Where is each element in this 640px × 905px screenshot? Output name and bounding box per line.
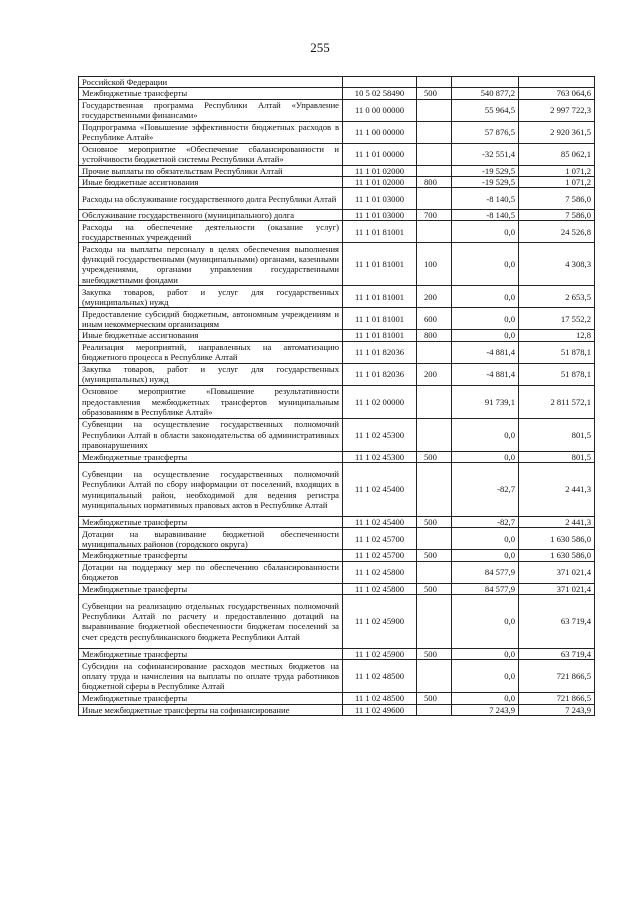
row-code: 11 1 02 48500 [343, 693, 417, 704]
row-expense-type [417, 77, 452, 88]
row-expense-type: 100 [417, 243, 452, 286]
row-expense-type [417, 341, 452, 363]
table-row [79, 561, 595, 583]
table-row [79, 550, 595, 561]
row-expense-type: 800 [417, 330, 452, 341]
row-name: Основное мероприятие «Повышение результативности предоставления межбюджетных трансфертов муниципальным образованиям в Республике Алтай» [79, 385, 343, 418]
row-amount-total: 2 441,3 [519, 463, 595, 517]
row-name: Расходы на выплаты персоналу в целях обеспечения выполнения функций государственными (муниципальными) органами, казенными учреждениями, органами управления государственными внебюджетными фондами [79, 243, 343, 286]
row-amount-change: 0,0 [452, 693, 519, 704]
row-amount-change: 0,0 [452, 308, 519, 330]
row-amount-change: 91 739,1 [452, 385, 519, 418]
row-expense-type [417, 418, 452, 451]
row-expense-type: 700 [417, 210, 452, 221]
row-name: Иные бюджетные ассигнования [79, 176, 343, 187]
row-code: 11 1 01 81001 [343, 286, 417, 308]
row-amount-total: 763 064,6 [519, 88, 595, 99]
row-amount-change: 0,0 [452, 528, 519, 550]
row-amount-change: 84 577,9 [452, 583, 519, 594]
row-amount-total: 721 866,5 [519, 693, 595, 704]
row-amount-total: 1 630 586,0 [519, 528, 595, 550]
row-code: 11 1 02 45400 [343, 463, 417, 517]
row-name: Подпрограмма «Повышение эффективности бюджетных расходов в Республике Алтай» [79, 121, 343, 143]
row-amount-total: 4 308,3 [519, 243, 595, 286]
table-row [79, 385, 595, 418]
row-code: 11 1 02 45700 [343, 528, 417, 550]
row-code: 11 1 02 48500 [343, 660, 417, 693]
row-code: 11 1 02 45700 [343, 550, 417, 561]
row-amount-change: -4 881,4 [452, 363, 519, 385]
row-amount-total: 371 021,4 [519, 561, 595, 583]
row-amount-total [519, 77, 595, 88]
row-code: 11 1 02 00000 [343, 385, 417, 418]
table-row [79, 176, 595, 187]
row-amount-change: -19 529,5 [452, 165, 519, 176]
row-amount-change: 7 243,9 [452, 704, 519, 715]
table-row [79, 88, 595, 99]
row-name: Предоставление субсидий бюджетным, автономным учреждениям и иным некоммерческим организациям [79, 308, 343, 330]
table-row [79, 451, 595, 462]
row-name: Обслуживание государственного (муниципального) долга [79, 210, 343, 221]
row-name: Субсидии на софинансирование расходов местных бюджетов на оплату труда и начисления на выплаты по оплате труда работников бюджетной сферы в Республике Алтай [79, 660, 343, 693]
table-row [79, 660, 595, 693]
row-expense-type [417, 594, 452, 648]
row-expense-type [417, 99, 452, 121]
row-amount-total: 7 586,0 [519, 210, 595, 221]
table-row [79, 648, 595, 659]
row-expense-type: 500 [417, 693, 452, 704]
row-amount-total: 801,5 [519, 451, 595, 462]
row-amount-change: 0,0 [452, 243, 519, 286]
row-code: 11 1 02 49600 [343, 704, 417, 715]
row-code: 10 5 02 58490 [343, 88, 417, 99]
table-row [79, 693, 595, 704]
row-amount-total: 51 878,1 [519, 341, 595, 363]
row-expense-type [417, 528, 452, 550]
row-amount-change: 0,0 [452, 451, 519, 462]
row-expense-type: 800 [417, 176, 452, 187]
row-name: Межбюджетные трансферты [79, 88, 343, 99]
row-code: 11 1 02 45800 [343, 583, 417, 594]
row-name: Межбюджетные трансферты [79, 451, 343, 462]
row-amount-change: 0,0 [452, 330, 519, 341]
table-row [79, 286, 595, 308]
row-expense-type: 500 [417, 451, 452, 462]
row-amount-change: -32 551,4 [452, 143, 519, 165]
table-row [79, 77, 595, 88]
row-amount-change: 540 877,2 [452, 88, 519, 99]
row-name: Межбюджетные трансферты [79, 648, 343, 659]
row-code: 11 1 02 45400 [343, 517, 417, 528]
row-expense-type [417, 463, 452, 517]
row-name: Межбюджетные трансферты [79, 583, 343, 594]
row-expense-type [417, 561, 452, 583]
row-code: 11 1 01 00000 [343, 143, 417, 165]
row-expense-type: 500 [417, 648, 452, 659]
row-amount-change: 0,0 [452, 648, 519, 659]
row-name: Иные бюджетные ассигнования [79, 330, 343, 341]
row-name: Межбюджетные трансферты [79, 550, 343, 561]
row-expense-type [417, 704, 452, 715]
row-expense-type [417, 121, 452, 143]
row-code: 11 1 01 81001 [343, 330, 417, 341]
table-row [79, 221, 595, 243]
row-code: 11 1 02 45900 [343, 594, 417, 648]
row-amount-total: 801,5 [519, 418, 595, 451]
row-code: 11 0 00 00000 [343, 99, 417, 121]
row-code: 11 1 01 03000 [343, 188, 417, 210]
table-row [79, 210, 595, 221]
row-name: Иные межбюджетные трансферты на софинансирование [79, 704, 343, 715]
row-amount-change: 0,0 [452, 660, 519, 693]
row-amount-change: 0,0 [452, 221, 519, 243]
table-row [79, 188, 595, 210]
row-code: 11 1 01 82036 [343, 363, 417, 385]
row-code: 11 1 02 45900 [343, 648, 417, 659]
row-code: 11 1 00 00000 [343, 121, 417, 143]
row-code: 11 1 01 03000 [343, 210, 417, 221]
row-name: Межбюджетные трансферты [79, 693, 343, 704]
row-amount-total: 721 866,5 [519, 660, 595, 693]
row-amount-change: 84 577,9 [452, 561, 519, 583]
table-row [79, 121, 595, 143]
row-expense-type: 600 [417, 308, 452, 330]
row-name: Субвенции на осуществление государственных полномочий Республики Алтай по сбору информации от поселений, входящих в муниципальный район, необходимой для ведения регистра муниципальных нормативных правовых актов в Республике Алтай [79, 463, 343, 517]
table-row [79, 583, 595, 594]
row-expense-type: 500 [417, 583, 452, 594]
row-name: Реализация мероприятий, направленных на автоматизацию бюджетного процесса в Республике Алтай [79, 341, 343, 363]
row-amount-change: -4 881,4 [452, 341, 519, 363]
row-name: Основное мероприятие «Обеспечение сбалансированности и устойчивости бюджетной системы Республики Алтай» [79, 143, 343, 165]
row-expense-type: 200 [417, 363, 452, 385]
table-row [79, 363, 595, 385]
row-amount-change: -8 140,5 [452, 210, 519, 221]
row-name: Дотации на поддержку мер по обеспечению сбалансированности бюджетов [79, 561, 343, 583]
row-name: Государственная программа Республики Алтай «Управление государственными финансами» [79, 99, 343, 121]
row-code: 11 1 01 81001 [343, 308, 417, 330]
page-number: 255 [310, 40, 330, 55]
row-amount-total: 2 441,3 [519, 517, 595, 528]
row-amount-total: 85 062,1 [519, 143, 595, 165]
row-name: Субвенции на реализацию отдельных государственных полномочий Республики Алтай по расчету и предоставлению дотаций на выравнивание бюджетной обеспеченности бюджетам поселений за счет средств республиканского бюджета Республики Алтай [79, 594, 343, 648]
row-expense-type: 200 [417, 286, 452, 308]
row-amount-total: 63 719,4 [519, 648, 595, 659]
row-amount-total: 24 526,8 [519, 221, 595, 243]
row-amount-change: -8 140,5 [452, 188, 519, 210]
row-amount-change: 0,0 [452, 550, 519, 561]
row-expense-type: 500 [417, 88, 452, 99]
row-amount-change: 0,0 [452, 418, 519, 451]
table-row [79, 517, 595, 528]
row-code: 11 1 01 81001 [343, 221, 417, 243]
row-name: Прочие выплаты по обязательствам Республики Алтай [79, 165, 343, 176]
row-amount-total: 371 021,4 [519, 583, 595, 594]
row-code: 11 1 01 81001 [343, 243, 417, 286]
table-row [79, 165, 595, 176]
row-name: Российской Федерации [79, 77, 343, 88]
row-amount-total: 7 243,9 [519, 704, 595, 715]
row-amount-change: 55 964,5 [452, 99, 519, 121]
row-amount-change: -82,7 [452, 517, 519, 528]
row-expense-type [417, 660, 452, 693]
row-amount-change: -19 529,5 [452, 176, 519, 187]
table-row [79, 463, 595, 517]
row-amount-total: 12,8 [519, 330, 595, 341]
row-amount-total: 1 071,2 [519, 165, 595, 176]
row-expense-type [417, 165, 452, 176]
table-row [79, 528, 595, 550]
row-amount-change: 57 876,5 [452, 121, 519, 143]
row-name: Закупка товаров, работ и услуг для государственных (муниципальных) нужд [79, 363, 343, 385]
row-amount-change: 0,0 [452, 286, 519, 308]
row-amount-total: 2 653,5 [519, 286, 595, 308]
row-expense-type: 500 [417, 550, 452, 561]
table-row [79, 243, 595, 286]
row-code: 11 1 01 02000 [343, 165, 417, 176]
budget-table [78, 76, 595, 716]
table-row [79, 418, 595, 451]
row-expense-type [417, 221, 452, 243]
table-row [79, 594, 595, 648]
row-amount-change: 0,0 [452, 594, 519, 648]
row-name: Закупка товаров, работ и услуг для государственных (муниципальных) нужд [79, 286, 343, 308]
row-name: Межбюджетные трансферты [79, 517, 343, 528]
table-row [79, 143, 595, 165]
row-name: Расходы на обеспечение деятельности (оказание услуг) государственных учреждений [79, 221, 343, 243]
row-name: Субвенции на осуществление государственных полномочий Республики Алтай в области законодательства об административных правонарушениях [79, 418, 343, 451]
row-code: 11 1 02 45300 [343, 451, 417, 462]
row-amount-total: 17 552,2 [519, 308, 595, 330]
row-name: Дотации на выравнивание бюджетной обеспеченности муниципальных районов (городского округа) [79, 528, 343, 550]
row-code [343, 77, 417, 88]
row-expense-type: 500 [417, 517, 452, 528]
budget-table-body [79, 77, 595, 716]
row-expense-type [417, 385, 452, 418]
row-code: 11 1 02 45300 [343, 418, 417, 451]
row-amount-total: 1 630 586,0 [519, 550, 595, 561]
row-amount-total: 2 811 572,1 [519, 385, 595, 418]
table-row [79, 341, 595, 363]
row-amount-total: 2 997 722,3 [519, 99, 595, 121]
table-row [79, 99, 595, 121]
table-row [79, 330, 595, 341]
row-amount-total: 51 878,1 [519, 363, 595, 385]
table-row [79, 308, 595, 330]
row-code: 11 1 01 82036 [343, 341, 417, 363]
row-amount-total: 7 586,0 [519, 188, 595, 210]
row-amount-total: 1 071,2 [519, 176, 595, 187]
table-row [79, 704, 595, 715]
row-expense-type [417, 143, 452, 165]
row-amount-total: 63 719,4 [519, 594, 595, 648]
row-code: 11 1 02 45800 [343, 561, 417, 583]
row-amount-change [452, 77, 519, 88]
row-amount-total: 2 920 361,5 [519, 121, 595, 143]
row-expense-type [417, 188, 452, 210]
row-name: Расходы на обслуживание государственного долга Республики Алтай [79, 188, 343, 210]
row-code: 11 1 01 02000 [343, 176, 417, 187]
row-amount-change: -82,7 [452, 463, 519, 517]
